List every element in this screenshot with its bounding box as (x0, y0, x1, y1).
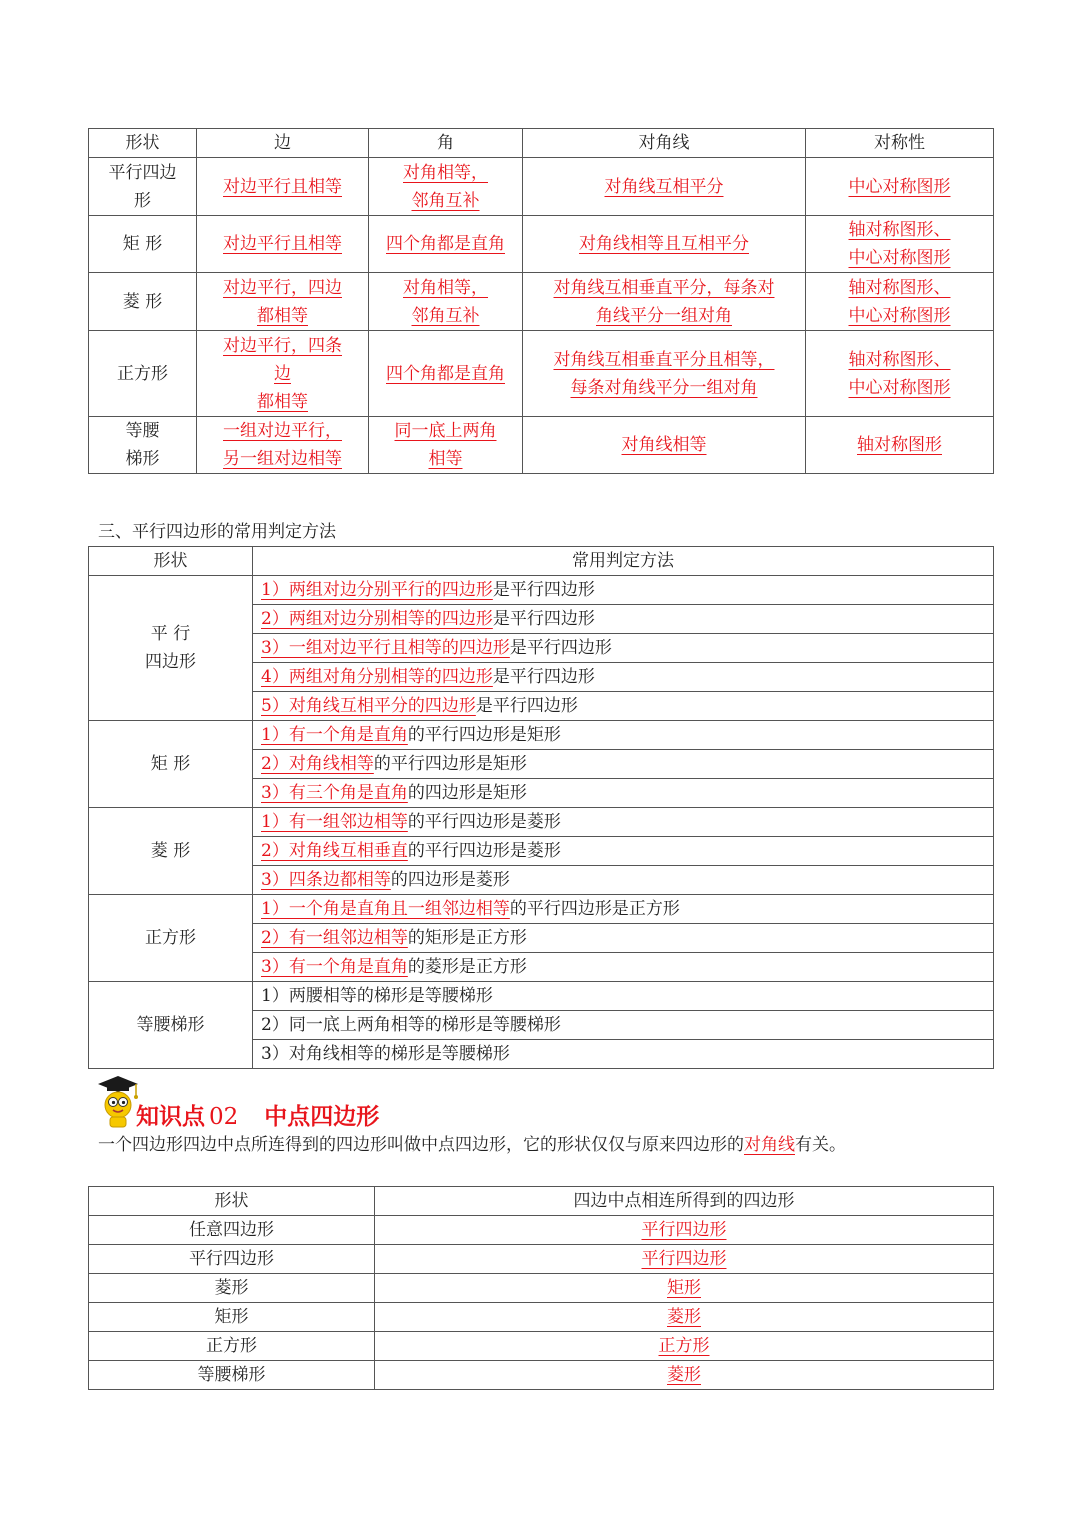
method-cell (253, 605, 994, 634)
table-row (89, 576, 994, 605)
method-cell (253, 576, 994, 605)
scholar-icon (96, 1074, 140, 1130)
method-cell (253, 1011, 994, 1040)
method-text: 的平行四边形是菱形 (407, 841, 561, 861)
shape-cell: 等腰梯形 (89, 982, 253, 1069)
method-text: 的矩形是正方形 (407, 928, 527, 948)
header-cell: 形状 (89, 547, 253, 576)
method-key-text: 1）有一个角是直角 (261, 725, 408, 745)
method-cell (253, 692, 994, 721)
method-text: 2）同一底上两角相等的梯形是等腰梯形 (261, 1015, 561, 1035)
header-cell: 对角线 (523, 129, 806, 158)
angle-cell: 对角相等， 邻角互补 (369, 158, 523, 216)
table-row (89, 1274, 994, 1303)
header-cell: 形状 (89, 129, 197, 158)
method-text: 是平行四边形 (492, 609, 595, 629)
method-text: 3）对角线相等的梯形是等腰梯形 (261, 1044, 510, 1064)
table-header-row (89, 129, 994, 158)
shape-cell: 平行四边形 (89, 1245, 375, 1274)
method-cell (253, 750, 994, 779)
properties-table (88, 128, 994, 474)
shape-cell: 正方形 (89, 1332, 375, 1361)
method-key-text: 2）两组对边分别相等的四边形 (261, 609, 493, 629)
diagonal-cell: 对角线互相垂直平分且相等， 每条对角线平分一组对角 (523, 331, 806, 417)
table-row (89, 895, 994, 924)
table-row (89, 331, 994, 417)
shape-cell: 矩 形 (89, 721, 253, 808)
knowledge-point-description: 一个四边形四边中点所连得到的四边形叫做中点四边形，它的形状仅仅与原来四边形的对角线有关。 (98, 1135, 846, 1155)
header-cell: 常用判定方法 (253, 547, 994, 576)
table-header-row (89, 547, 994, 576)
method-key-text: 1）两组对边分别平行的四边形 (261, 580, 493, 600)
method-text: 是平行四边形 (509, 638, 612, 658)
method-text: 1）两腰相等的梯形是等腰梯形 (261, 986, 493, 1006)
method-cell (253, 866, 994, 895)
diagonal-cell: 对角线相等 (523, 417, 806, 474)
method-key-text: 3）有三个角是直角 (261, 783, 408, 803)
method-text: 是平行四边形 (475, 696, 578, 716)
result-cell: 矩形 (375, 1274, 994, 1303)
section-title: 三、平行四边形的常用判定方法 (98, 522, 336, 542)
table-row (89, 721, 994, 750)
table-header-row (89, 1187, 994, 1216)
edge-cell: 一组对边平行， 另一组对边相等 (197, 417, 369, 474)
result-cell: 平行四边形 (375, 1245, 994, 1274)
shape-cell: 菱 形 (89, 273, 197, 331)
method-key-text: 2）对角线互相垂直 (261, 841, 408, 861)
shape-cell: 矩形 (89, 1303, 375, 1332)
method-key-text: 3）一组对边平行且相等的四边形 (261, 638, 510, 658)
knowledge-point-title: 知识点 02 中点四边形 (136, 1104, 380, 1130)
method-cell (253, 982, 994, 1011)
method-key-text: 4）两组对角分别相等的四边形 (261, 667, 493, 687)
edge-cell: 对边平行，四边 都相等 (197, 273, 369, 331)
knowledge-point-heading (96, 1074, 596, 1130)
table-row (89, 216, 994, 273)
table-row (89, 273, 994, 331)
symmetry-cell: 轴对称图形、 中心对称图形 (806, 216, 994, 273)
diagonal-cell: 对角线互相垂直平分，每条对 角线平分一组对角 (523, 273, 806, 331)
angle-cell: 同一底上两角 相等 (369, 417, 523, 474)
method-key-text: 2）有一组邻边相等 (261, 928, 408, 948)
result-cell: 正方形 (375, 1332, 994, 1361)
method-cell (253, 837, 994, 866)
criteria-body (89, 576, 994, 1069)
result-cell: 平行四边形 (375, 1216, 994, 1245)
table-row (89, 417, 994, 474)
method-key-text: 3）四条边都相等 (261, 870, 391, 890)
method-cell (253, 895, 994, 924)
edge-cell: 对边平行且相等 (197, 158, 369, 216)
method-text: 的菱形是正方形 (407, 957, 527, 977)
diagonal-cell: 对角线相等且互相平分 (523, 216, 806, 273)
header-cell: 对称性 (806, 129, 994, 158)
method-cell (253, 808, 994, 837)
shape-cell: 等腰梯形 (89, 1361, 375, 1390)
shape-cell: 平 行 四边形 (89, 576, 253, 721)
table-row (89, 1303, 994, 1332)
method-text: 的平行四边形是矩形 (407, 725, 561, 745)
method-text: 的四边形是矩形 (407, 783, 527, 803)
method-cell (253, 779, 994, 808)
table-row (89, 1332, 994, 1361)
method-cell (253, 721, 994, 750)
symmetry-cell: 轴对称图形、 中心对称图形 (806, 273, 994, 331)
table-row (89, 1245, 994, 1274)
symmetry-cell: 中心对称图形 (806, 158, 994, 216)
shape-cell: 任意四边形 (89, 1216, 375, 1245)
method-cell (253, 953, 994, 982)
angle-cell: 对角相等， 邻角互补 (369, 273, 523, 331)
method-text: 的平行四边形是正方形 (509, 899, 680, 919)
diagonal-cell: 对角线互相平分 (523, 158, 806, 216)
symmetry-cell: 轴对称图形 (806, 417, 994, 474)
shape-cell: 等腰 梯形 (89, 417, 197, 474)
header-cell: 边 (197, 129, 369, 158)
midpoint-table (88, 1186, 994, 1390)
method-cell (253, 1040, 994, 1069)
edge-cell: 对边平行且相等 (197, 216, 369, 273)
table-row (89, 808, 994, 837)
method-key-text: 3）有一个角是直角 (261, 957, 408, 977)
method-text: 的平行四边形是菱形 (407, 812, 561, 832)
table-row (89, 1216, 994, 1245)
edge-cell: 对边平行，四条 边 都相等 (197, 331, 369, 417)
shape-cell: 平行四边 形 (89, 158, 197, 216)
result-cell: 菱形 (375, 1303, 994, 1332)
table-row (89, 158, 994, 216)
shape-cell: 正方形 (89, 331, 197, 417)
shape-cell: 菱形 (89, 1274, 375, 1303)
method-cell (253, 634, 994, 663)
method-text: 是平行四边形 (492, 667, 595, 687)
criteria-table (88, 546, 994, 1069)
method-key-text: 1）一个角是直角且一组邻边相等 (261, 899, 510, 919)
angle-cell: 四个角都是直角 (369, 331, 523, 417)
method-text: 的平行四边形是矩形 (373, 754, 527, 774)
header-cell: 角 (369, 129, 523, 158)
table-row (89, 1361, 994, 1390)
table-row (89, 982, 994, 1011)
method-key-text: 5）对角线互相平分的四边形 (261, 696, 476, 716)
method-cell (253, 924, 994, 953)
shape-cell: 矩 形 (89, 216, 197, 273)
header-cell: 形状 (89, 1187, 375, 1216)
shape-cell: 正方形 (89, 895, 253, 982)
shape-cell: 菱 形 (89, 808, 253, 895)
angle-cell: 四个角都是直角 (369, 216, 523, 273)
method-key-text: 1）有一组邻边相等 (261, 812, 408, 832)
midpoint-body (89, 1216, 994, 1390)
result-cell: 菱形 (375, 1361, 994, 1390)
method-text: 的四边形是菱形 (390, 870, 510, 890)
header-cell: 四边中点相连所得到的四边形 (375, 1187, 994, 1216)
method-key-text: 2）对角线相等 (261, 754, 374, 774)
symmetry-cell: 轴对称图形、 中心对称图形 (806, 331, 994, 417)
method-text: 是平行四边形 (492, 580, 595, 600)
method-cell (253, 663, 994, 692)
